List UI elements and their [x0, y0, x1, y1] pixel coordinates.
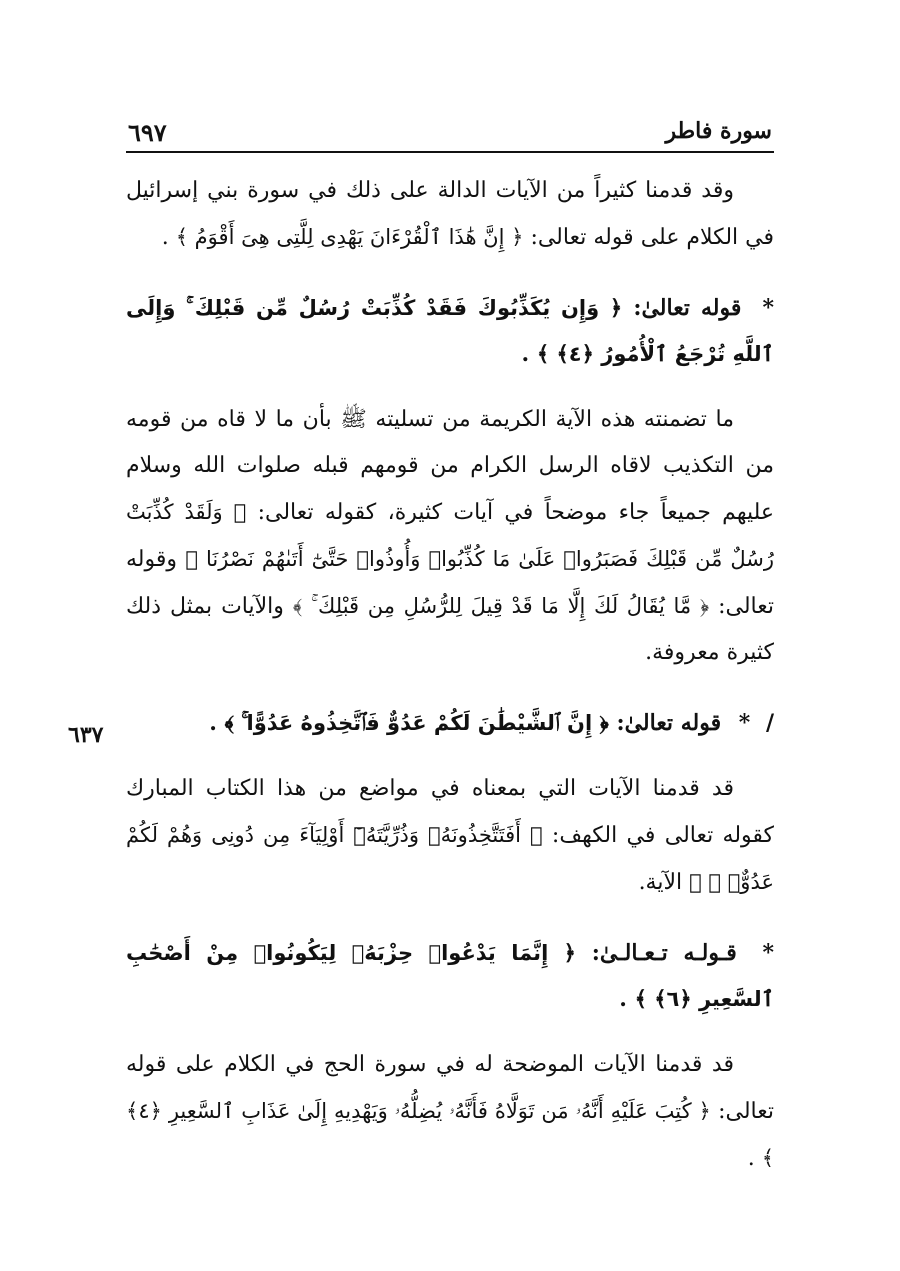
header-divider — [126, 151, 774, 153]
paragraph-end: والآيات بمثل ذلك كثيرة معروفة. — [126, 594, 774, 665]
heading-label: قـولـه تـعـالـىٰ: — [591, 940, 737, 966]
margin-page-reference: ٦٣٧ — [68, 722, 104, 748]
paragraph-2 — [126, 397, 774, 676]
heading-end: . — [209, 710, 217, 736]
paragraph-end: . — [747, 1146, 755, 1171]
verse-heading-3 — [126, 930, 774, 1022]
star-marker: * — [762, 940, 774, 966]
star-marker: * — [738, 710, 751, 736]
verse-heading-2 — [126, 700, 774, 746]
paragraph-text: قد قدمنا الآيات التي بمعناه في مواضع من هذا الكتاب المبارك كقوله تعالى في الكهف: — [126, 776, 775, 848]
heading-label: قوله تعالىٰ: — [633, 295, 742, 321]
star-marker: * — [762, 295, 775, 321]
page-body — [126, 168, 774, 1182]
heading-end: . — [619, 986, 627, 1012]
heading-end: . — [521, 341, 530, 367]
quran-verse: ﴿ وَلَقَدْ كُذِّبَتْ رُسُلٌ مِّن قَبْلِكَ فَصَبَرُوا۟ عَلَىٰ مَا كُذِّبُوا۟ وَأُوذُوا۟ حَتَّىٰٓ أَتَىٰهُمْ نَصْرُنَا ﴾ — [126, 500, 775, 571]
quran-verse: ﴿ كُتِبَ عَلَيْهِ أَنَّهُۥ مَن تَوَلَّاهُ فَأَنَّهُۥ يُضِلُّهُۥ وَيَهْدِيهِ إِلَىٰ عَذَابِ ٱلسَّعِيرِ ﴿٤﴾ ﴾ — [126, 1099, 774, 1170]
heading-label: قوله تعالىٰ: — [616, 710, 722, 736]
page-header — [128, 118, 772, 152]
paragraph-text: وقد قدمنا كثيراً من الآيات الدالة على ذلك في سورة بني إسرائيل في الكلام على قوله تعالى: — [126, 178, 774, 250]
quran-verse: ﴿ وَإِن يُكَذِّبُوكَ فَقَدْ كُذِّبَتْ رُسُلٌ مِّن قَبْلِكَ ۚ وَإِلَى ٱللَّهِ تُرْجَعُ ٱلْأُمُورُ ﴿٤﴾ ﴾ — [126, 296, 774, 366]
paragraph-4 — [126, 1042, 774, 1182]
quran-verse: ﴿ مَّا يُقَالُ لَكَ إِلَّا مَا قَدْ قِيلَ لِلرُّسُلِ مِن قَبْلِكَ ۚ ﴾ — [292, 594, 710, 618]
page-number: ٦٩٧ — [128, 118, 167, 147]
paragraph-text: قد قدمنا الآيات الموضحة له في سورة الحج في الكلام على قوله تعالى: — [126, 1052, 775, 1124]
quran-verse: ﴿ أَفَتَتَّخِذُونَهُۥ وَذُرِّيَّتَهُۥٓ أَوْلِيَآءَ مِن دُونِى وَهُمْ لَكُمْ عَدُوٌّۢ ۚ ﴾ — [126, 823, 774, 894]
quran-verse: ﴿ إِنَّمَا يَدْعُوا۟ حِزْبَهُۥ لِيَكُونُوا۟ مِنْ أَصْحَٰبِ ٱلسَّعِيرِ ﴿٦﴾ ﴾ — [126, 941, 774, 1011]
paragraph-text: ما تضمنته هذه الآية الكريمة من تسليته ﷺ بأن ما لا قاه من قومه من التكذيب لاقاه الرسل الكرام من قومهم قبله صلوات الله وسلام عليهم جميعاً جاء موضحاً في آيات كثيرة، كقوله تعالى: — [126, 407, 775, 525]
quran-verse: ﴿ إِنَّ ٱلشَّيْطَٰنَ لَكُمْ عَدُوٌّ فَٱتَّخِذُوهُ عَدُوًّا ۚ ﴾ — [224, 711, 609, 735]
paragraph-1 — [126, 168, 774, 261]
surah-title: سورة فاطر — [665, 118, 772, 144]
quran-verse: ﴿ إِنَّ هَٰذَا ٱلْقُرْءَانَ يَهْدِى لِلَّتِى هِىَ أَقْوَمُ ﴾ — [175, 225, 524, 249]
paragraph-end: الآية. — [638, 870, 683, 895]
verse-heading-1 — [126, 285, 774, 377]
paragraph-3 — [126, 766, 774, 906]
paragraph-end: . — [161, 225, 169, 250]
slash-marker: / — [765, 710, 774, 736]
paragraph-mid: وقوله تعالى: — [126, 547, 774, 619]
